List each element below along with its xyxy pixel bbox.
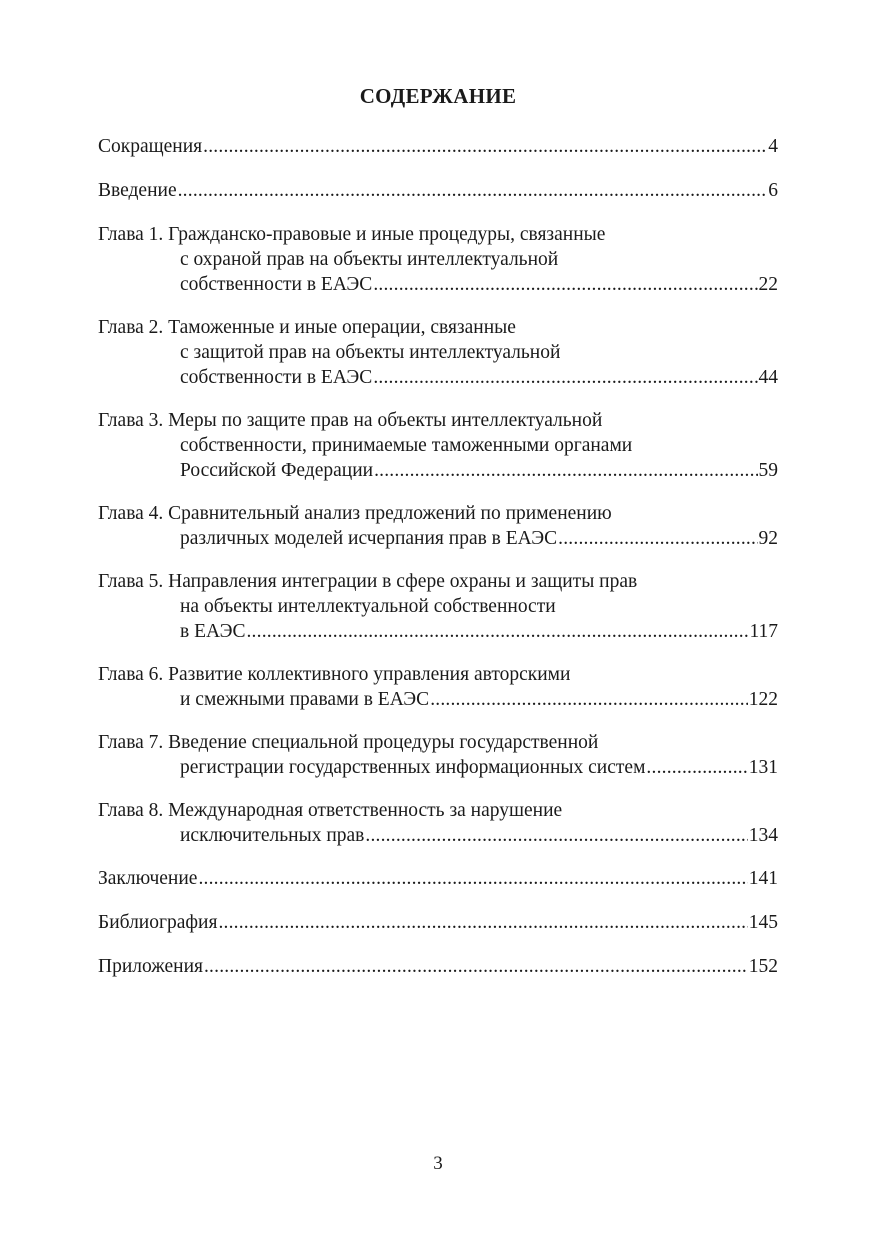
- toc-leader-line: [98, 272, 778, 297]
- toc-entry-title-line: Глава 8. Международная ответственность за нарушение: [98, 800, 563, 821]
- page-number: 3: [433, 1153, 443, 1174]
- toc-entry-chapter-2[interactable]: [98, 315, 778, 390]
- toc-page-number: 44: [758, 367, 778, 388]
- toc-leader-line: [98, 178, 778, 203]
- toc-entry-title-line: Глава 2. Таможенные и иные операции, связанные: [98, 317, 516, 338]
- toc-entry-title-line: Глава 1. Гражданско-правовые и иные процедуры, связанные: [98, 224, 606, 245]
- toc-page-number: 131: [748, 757, 778, 778]
- toc-leader-line: [98, 458, 778, 483]
- toc-entry-title-line: и смежными правами в ЕАЭС: [180, 689, 430, 710]
- dot-leader: [373, 365, 757, 390]
- toc-entry-title-line: с защитой прав на объекты интеллектуальной: [180, 342, 561, 363]
- toc-entry-conclusion[interactable]: [98, 866, 778, 891]
- toc-entry-introduction[interactable]: [98, 178, 778, 203]
- toc-entry-title: Введение: [98, 180, 177, 201]
- dot-leader: [646, 755, 747, 780]
- toc-page-number: 152: [748, 956, 778, 977]
- dot-leader: [365, 823, 747, 848]
- toc-entry-title-line: регистрации государственных информационных систем: [180, 757, 646, 778]
- toc-leader-line: [98, 526, 778, 551]
- table-of-contents: [98, 134, 778, 998]
- toc-entry-title-line: различных моделей исчерпания прав в ЕАЭС: [180, 528, 558, 549]
- toc-entry-chapter-3[interactable]: [98, 408, 778, 483]
- toc-entry-chapter-5[interactable]: [98, 569, 778, 644]
- toc-leader-line: [98, 134, 778, 159]
- dot-leader: [198, 866, 747, 891]
- toc-page-number: 4: [768, 136, 778, 157]
- toc-page-number: 59: [758, 460, 778, 481]
- toc-entry-chapter-7[interactable]: [98, 730, 778, 780]
- toc-leader-line: [98, 823, 778, 848]
- toc-entry-title-line: исключительных прав: [180, 825, 365, 846]
- toc-entry-title-line: собственности, принимаемые таможенными органами: [180, 435, 633, 456]
- toc-entry-title-line: Глава 6. Развитие коллективного управления авторскими: [98, 664, 571, 685]
- toc-page-number: 6: [768, 180, 778, 201]
- toc-entry-bibliography[interactable]: [98, 910, 778, 935]
- toc-leader-line: [98, 687, 778, 712]
- toc-entry-chapter-6[interactable]: [98, 662, 778, 712]
- toc-entry-chapter-1[interactable]: [98, 222, 778, 297]
- toc-page-number: 141: [748, 868, 778, 889]
- toc-entry-chapter-8[interactable]: [98, 798, 778, 848]
- toc-entry-title-line: на объекты интеллектуальной собственности: [180, 596, 556, 617]
- toc-entry-chapter-4[interactable]: [98, 501, 778, 551]
- toc-entry-title-line: Российской Федерации: [180, 460, 374, 481]
- dot-leader: [218, 910, 747, 935]
- dot-leader: [558, 526, 757, 551]
- dot-leader: [246, 619, 748, 644]
- toc-entry-title: Приложения: [98, 956, 203, 977]
- toc-entry-appendices[interactable]: [98, 954, 778, 979]
- dot-leader: [373, 272, 757, 297]
- toc-entry-title: Сокращения: [98, 136, 203, 157]
- dot-leader: [204, 954, 748, 979]
- page-title: СОДЕРЖАНИЕ: [359, 84, 517, 108]
- toc-entry-title-line: в ЕАЭС: [180, 621, 246, 642]
- toc-leader-line: [98, 619, 778, 644]
- dot-leader: [374, 458, 757, 483]
- toc-leader-line: [98, 365, 778, 390]
- toc-page-number: 145: [748, 912, 778, 933]
- toc-page-number: 92: [758, 528, 778, 549]
- toc-entry-abbreviations[interactable]: [98, 134, 778, 159]
- dot-leader: [430, 687, 748, 712]
- toc-entry-title-line: с охраной прав на объекты интеллектуальной: [180, 249, 559, 270]
- toc-entry-title: Заключение: [98, 868, 198, 889]
- toc-page-number: 22: [758, 274, 778, 295]
- dot-leader: [203, 134, 767, 159]
- toc-entry-title-line: Глава 4. Сравнительный анализ предложений по применению: [98, 503, 612, 524]
- dot-leader: [178, 178, 768, 203]
- toc-entry-title-line: Глава 3. Меры по защите прав на объекты интеллектуальной: [98, 410, 603, 431]
- toc-entry-title-line: собственности в ЕАЭС: [180, 367, 373, 388]
- toc-entry-title: Библиография: [98, 912, 218, 933]
- toc-leader-line: [98, 910, 778, 935]
- toc-leader-line: [98, 954, 778, 979]
- toc-entry-title-line: Глава 7. Введение специальной процедуры государственной: [98, 732, 599, 753]
- toc-page-number: 122: [748, 689, 778, 710]
- toc-entry-title-line: Глава 5. Направления интеграции в сфере охраны и защиты прав: [98, 571, 638, 592]
- toc-page-number: 134: [748, 825, 778, 846]
- toc-leader-line: [98, 755, 778, 780]
- toc-leader-line: [98, 866, 778, 891]
- toc-entry-title-line: собственности в ЕАЭС: [180, 274, 373, 295]
- toc-page-number: 117: [749, 621, 778, 642]
